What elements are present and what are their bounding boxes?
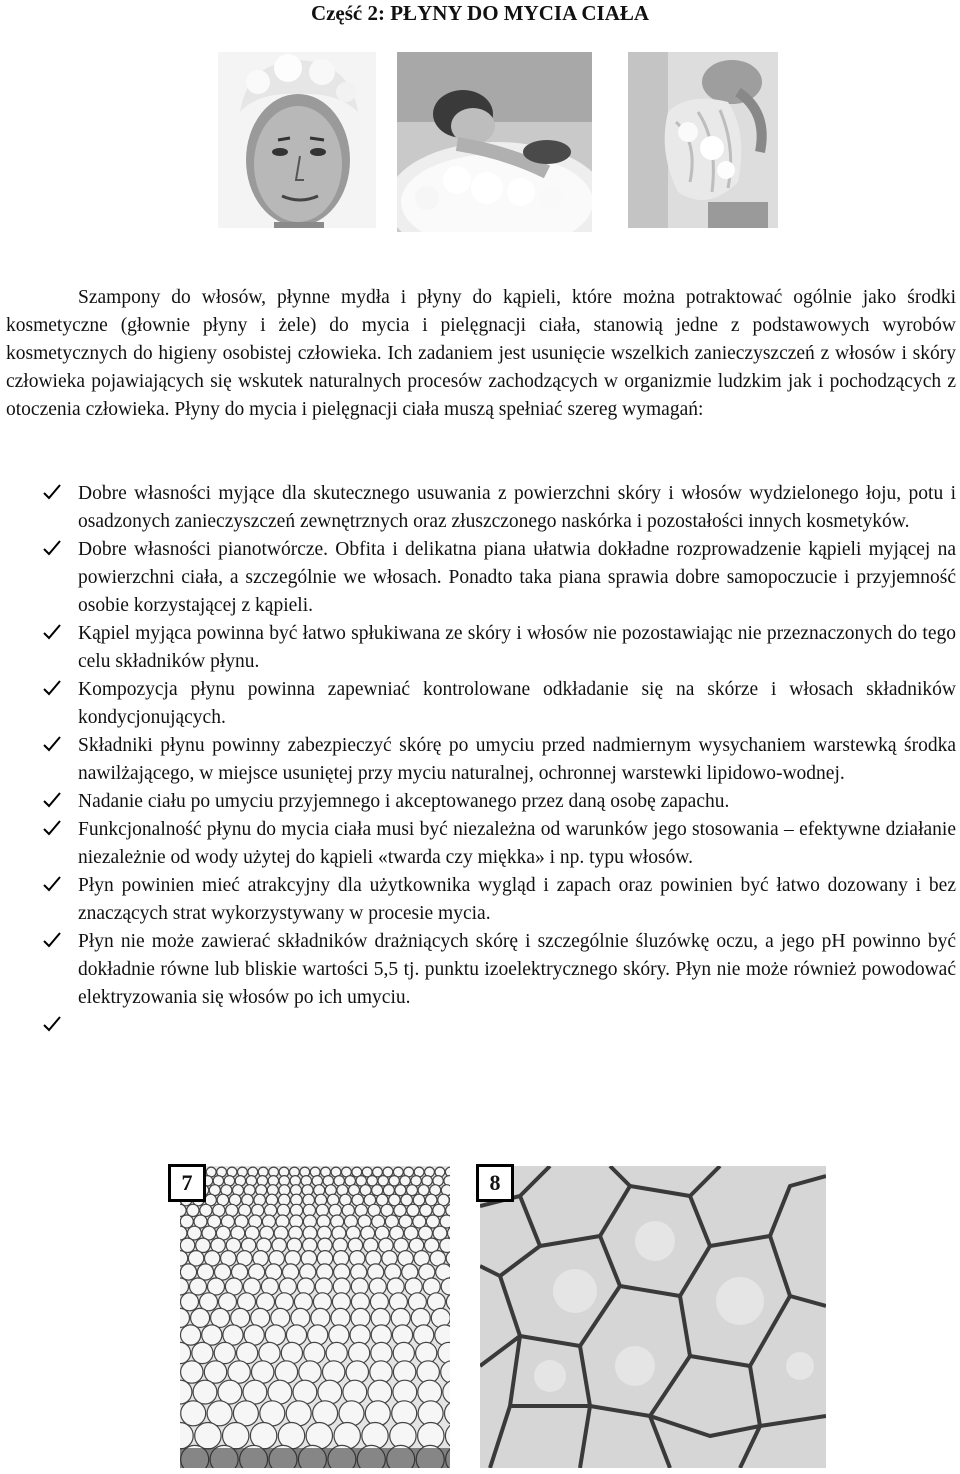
requirement-item-empty [0,1012,960,1040]
checkmark-icon [42,538,62,558]
requirement-item [0,872,960,928]
requirement-text: Płyn nie może zawierać składników drażniących skórę i szczególnie śluzówkę oczu, a jego pH powinno być dokładnie równe lub bliskie wartości 5,5 tj. punktu izoelektrycznego skóry. Płyn nie może również powodować elektryzowania się włosów po ich umyciu. [78,931,956,1008]
requirement-item [0,928,960,1012]
fine-foam-photo [180,1166,450,1468]
checkmark-icon [42,678,62,698]
checkmark-icon [42,930,62,950]
requirement-item [0,788,960,816]
requirement-text: Składniki płynu powinny zabezpieczyć skórę po umyciu przed nadmiernym wysychaniem warstewką środka nawilżającego, w miejsce usuniętej przy myciu naturalnej, ochronnej warstewki lipidowo-wodnej. [78,735,956,784]
figure-label-8: 8 [476,1164,514,1202]
checkmark-icon [42,1014,62,1034]
intro-paragraph: Szampony do włosów, płynne mydła i płyny do kąpieli, które można potraktować ogólnie jako środki kosmetyczne (głownie płyny i żele) do mycia i pielęgnacji ciała, stanowią jedne z podstawowych wyrobów kosmetycznych do higieny osobistej człowieka. Ich zadaniem jest usunięcie wszelkich zanieczyszczeń z włosów i skóry człowieka pojawiających się wskutek naturalnych procesów zachodzących w organizmie ludzkim jak i pochodzących z otoczenia człowieka. Płyny do mycia i pielęgnacji ciała muszą spełniać szereg wymagań: [6,287,956,420]
man-shampoo-photo [218,52,376,228]
woman-bath-photo [397,52,592,232]
requirement-text: Dobre własności pianotwórcze. Obfita i delikatna piana ułatwia dokładne rozprowadzenie kąpieli myjącej na powierzchni ciała, a szczególnie we włosach. Ponadto taka piana sprawia dobre samopoczucie i przyjemność osobie korzystającej z kąpieli. [78,539,956,616]
checkmark-icon [42,874,62,894]
requirement-item [0,816,960,872]
coarse-foam-photo [480,1166,826,1468]
requirement-text: Funkcjonalność płynu do mycia ciała musi być niezależna od warunków jego stosowania – efektywne działanie niezależnie od wody użytej do kąpieli «twarda czy miękka» i np. typu włosów. [78,819,956,868]
checkmark-icon [42,482,62,502]
checkmark-icon [42,818,62,838]
requirement-text: Kompozycja płynu powinna zapewniać kontrolowane odkładanie się na skórze i włosach składników kondycjonujących. [78,679,956,728]
requirement-item [0,676,960,732]
requirement-item [0,620,960,676]
requirement-item [0,732,960,788]
requirement-item [0,480,960,536]
requirement-text: Nadanie ciału po umyciu przyjemnego i akceptowanego przez daną osobę zapachu. [78,791,730,812]
woman-washing-hair-photo [628,52,778,228]
figure-label-7: 7 [168,1164,206,1202]
page-title: Część 2: PŁYNY DO MYCIA CIAŁA [310,1,650,25]
checkmark-icon [42,734,62,754]
requirement-text: Płyn powinien mieć atrakcyjny dla użytkownika wygląd i zapach oraz powinien być łatwo dozowany i bez znaczących strat wykorzystywany w procesie mycia. [78,875,956,924]
requirement-item [0,536,960,620]
requirement-text: Dobre własności myjące dla skutecznego usuwania z powierzchni skóry i włosów wydzielonego łoju, potu i osadzonych zanieczyszczeń zewnętrznych oraz złuszczonego naskórka i pozostałości innych kosmetyków. [78,483,956,532]
checkmark-icon [42,622,62,642]
requirement-text: Kąpiel myjąca powinna być łatwo spłukiwana ze skóry i włosów nie pozostawiając nie przeznaczonych do tego celu składników płynu. [78,623,956,672]
checkmark-icon [42,790,62,810]
requirements-list [0,480,960,1040]
